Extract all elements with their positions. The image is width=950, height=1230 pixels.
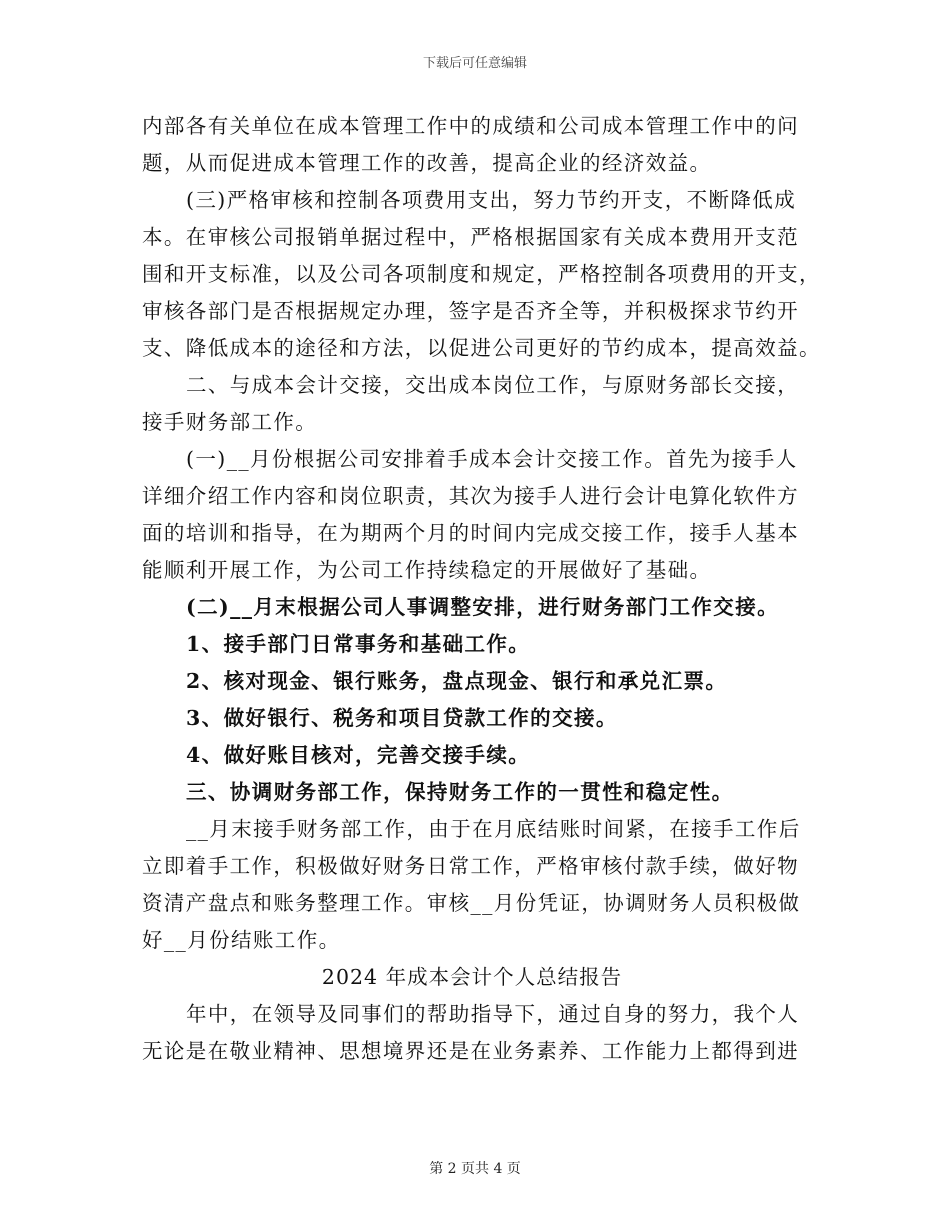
page-footer: 第 2 页共 4 页 <box>429 1161 521 1177</box>
text-line: 立即着手工作，积极做好财务日常工作，严格审核付款手续，做好物 <box>142 854 799 878</box>
text-line: 接手财务部工作。 <box>142 410 318 434</box>
text-line: 面的培训和指导，在为期两个月的时间内完成交接工作，接手人基本 <box>142 521 799 545</box>
page-header: 下载后可任意编辑 <box>422 56 527 71</box>
text-line: (三)严格审核和控制各项费用支出，努力节约开支，不断降低成 <box>186 188 797 212</box>
text-line: 资清产盘点和账务整理工作。审核__月份凭证，协调财务人员积极做 <box>142 891 801 915</box>
list-item: 3、做好银行、税务和项目贷款工作的交接。 <box>186 706 618 730</box>
section-heading: 三、协调财务部工作，保持财务工作的一贯性和稳定性。 <box>186 780 734 804</box>
text-line: __月末接手财务部工作，由于在月底结账时间紧，在接手工作后 <box>186 817 801 841</box>
text-line: (一)__月份根据公司安排着手成本会计交接工作。首先为接手人 <box>186 447 798 471</box>
report-title: 2024 年成本会计个人总结报告 <box>321 965 623 989</box>
text-line: 围和开支标准，以及公司各项制度和规定，严格控制各项费用的开支， <box>142 262 821 286</box>
section-heading: 二、与成本会计交接，交出成本岗位工作，与原财务部长交接， <box>186 373 800 397</box>
document-body <box>142 108 821 1070</box>
text-line: 无论是在敬业精神、思想境界还是在业务素养、工作能力上都得到进 <box>142 1039 799 1063</box>
list-item: 2、核对现金、银行账务，盘点现金、银行和承兑汇票。 <box>186 669 728 693</box>
text-line: 本。在审核公司报销单据过程中，严格根据国家有关成本费用开支范 <box>142 225 799 249</box>
list-item: 4、做好账目核对，完善交接手续。 <box>186 743 531 767</box>
text-line: 题，从而促进成本管理工作的改善，提高企业的经济效益。 <box>142 151 712 175</box>
text-line: 支、降低成本的途径和方法，以促进公司更好的节约成本，提高效益。 <box>142 336 821 360</box>
text-line: 好__月份结账工作。 <box>142 928 341 952</box>
text-line: 能顺利开展工作，为公司工作持续稳定的开展做好了基础。 <box>142 558 712 582</box>
text-line: 详细介绍工作内容和岗位职责，其次为接手人进行会计电算化软件方 <box>142 484 799 508</box>
text-line: 内部各有关单位在成本管理工作中的成绩和公司成本管理工作中的问 <box>142 114 799 138</box>
text-line: 年中，在领导及同事们的帮助指导下，通过自身的努力，我个人 <box>186 1002 800 1026</box>
list-item: 1、接手部门日常事务和基础工作。 <box>186 632 531 656</box>
text-line: 审核各部门是否根据规定办理，签字是否齐全等，并积极探求节约开 <box>142 299 799 323</box>
subsection-heading: (二)__月末根据公司人事调整安排，进行财务部门工作交接。 <box>186 595 779 619</box>
